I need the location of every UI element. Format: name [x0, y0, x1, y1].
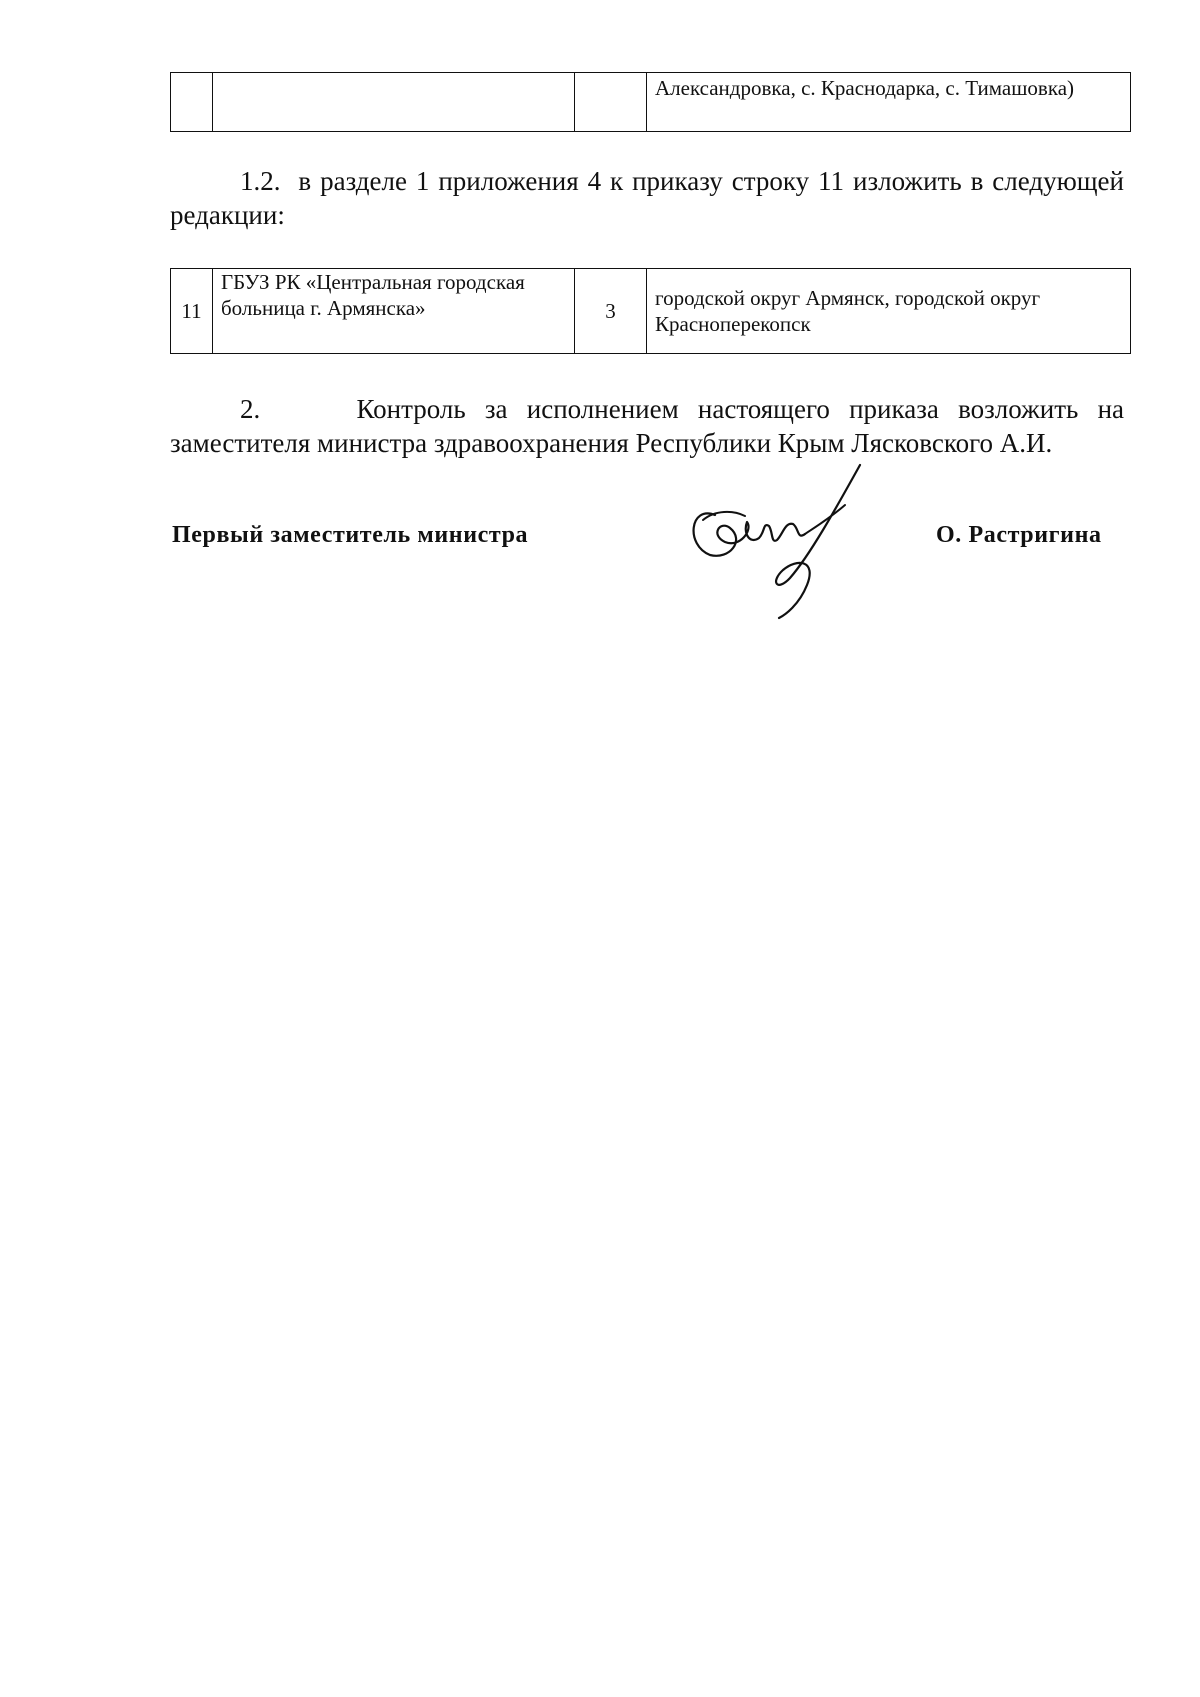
paragraph-text: Контроль за исполнением настоящего приказа возложить на заместителя министра здравоохранения Республики Крым Лясковского А.И.	[170, 394, 1125, 458]
paragraph-1-2	[170, 164, 1124, 232]
signer-name: О. Растригина	[936, 522, 1102, 548]
signer-position: Первый заместитель министра	[172, 522, 529, 548]
table-row	[171, 73, 1131, 132]
table-continuation	[170, 72, 1131, 132]
cell-institution: ГБУЗ РК «Центральная городская больница г. Армянска»	[213, 269, 575, 354]
paragraph-number: 2.	[240, 394, 261, 424]
cell-count	[575, 73, 647, 132]
paragraph-text: в разделе 1 приложения 4 к приказу строку 11 изложить в следующей редакции:	[170, 166, 1124, 230]
cell-count: 3	[575, 269, 647, 354]
paragraph-2	[170, 392, 1124, 460]
cell-settlements: Александровка, с. Краснодарка, с. Тимашовка)	[647, 73, 1131, 132]
cell-settlements: городской округ Армянск, городской округ Красноперекопск	[647, 269, 1131, 354]
table-row	[171, 269, 1131, 354]
cell-number	[171, 73, 213, 132]
cell-number: 11	[171, 269, 213, 354]
handwritten-signature	[685, 460, 885, 620]
paragraph-number: 1.2.	[240, 166, 281, 196]
cell-institution	[213, 73, 575, 132]
table-row-11	[170, 268, 1131, 354]
